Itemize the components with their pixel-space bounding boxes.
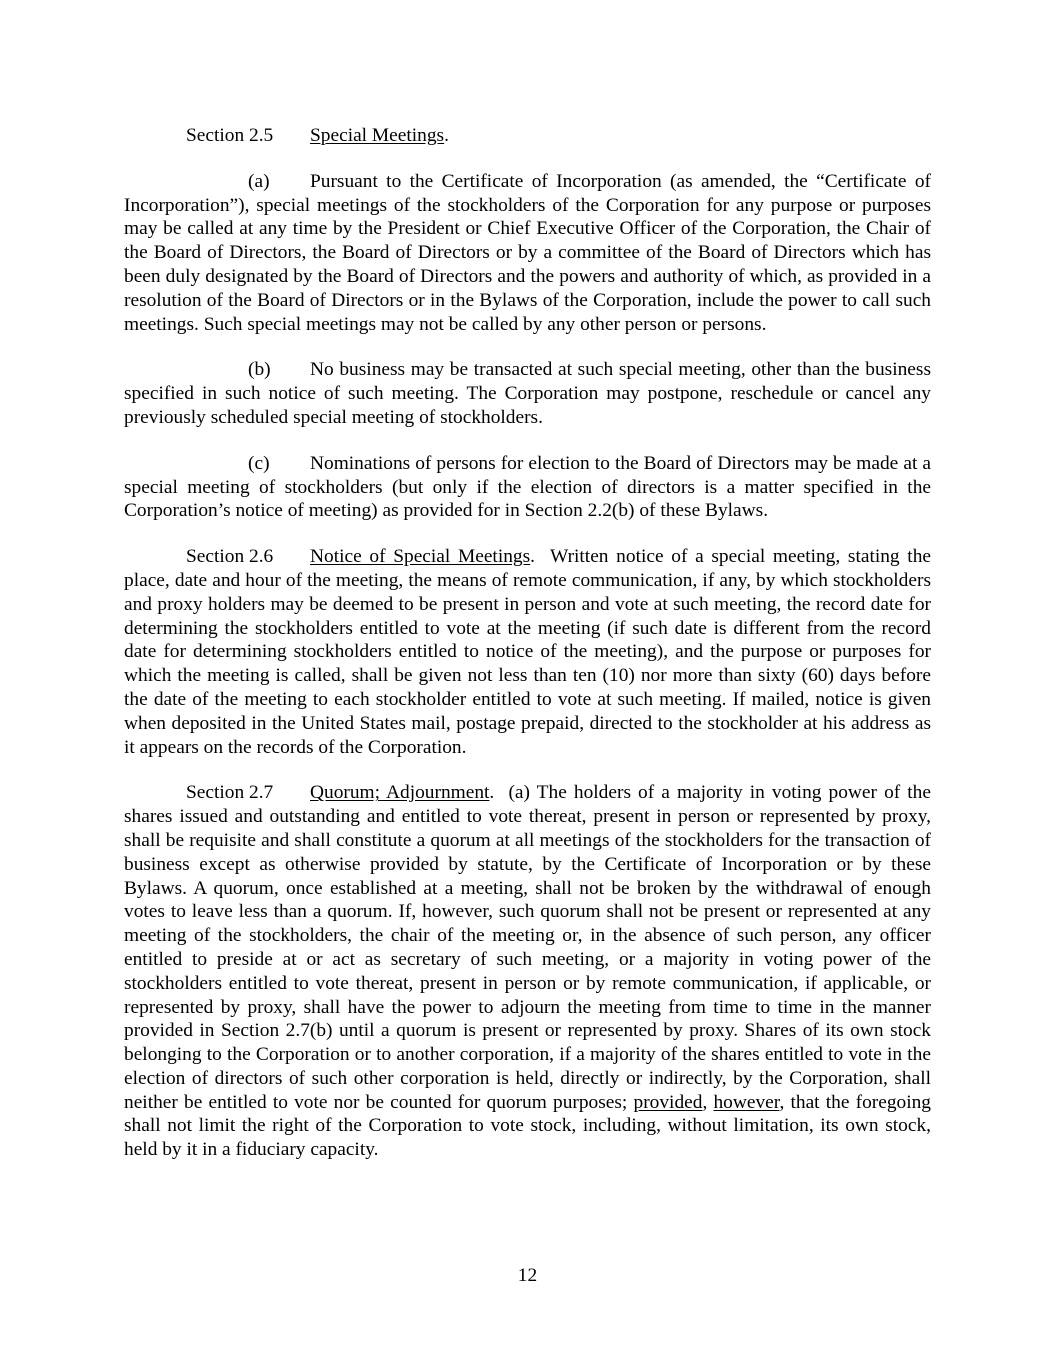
subsection-text: No business may be transacted at such special meeting, other than the business specified in such notice of such meeting. The Corporation may postpone, reschedule or cancel any previously scheduled special meeting of stockholders.	[124, 359, 931, 428]
subsection-text: Pursuant to the Certificate of Incorporation (as amended, the “Certificate of Incorporation”), special meetings of the stockholders of the Corporation for any purpose or purposes may be called at any time by the President or Chief Executive Officer of the Corporation, the Chair of the Board of Directors, the Board of Directors or by a committee of the Board of Directors which has been duly designated by the Board of Directors and the powers and authority of which, as provided in a resolution of the Board of Directors or in the Bylaws of the Corporation, include the power to call such meetings. Such special meetings may not be called by any other person or persons.	[124, 170, 931, 335]
subsection-label: (c)	[248, 452, 270, 474]
however-term: however	[713, 1091, 780, 1113]
section-text	[535, 546, 550, 567]
subsection-text: Nominations of persons for election to the Board of Directors may be made at a special meeting of stockholders (but only if the election of directors is a matter specified in the Corporation’s notice of meeting) as provided for in Section 2.2(b) of these Bylaws.	[124, 452, 931, 522]
page-number: 12	[517, 1265, 538, 1286]
section-number: Section 2.6	[186, 546, 274, 568]
provided-term: provided	[633, 1091, 703, 1113]
subsection-2-5-b	[124, 358, 931, 429]
section-number: Section 2.5	[186, 125, 274, 146]
document-page	[124, 124, 931, 1184]
section-body: Written notice of a special meeting, stating the place, date and hour of the meeting, the means of remote communication, if any, by which stockholders and proxy holders may be deemed to be present in person and vote at such meeting, the record date for determining the stockholders entitled to vote at the meeting (if such date is different from the record date for determining stockholders entitled to notice of the meeting), and the purpose or purposes for which the meeting is called, shall be given not less than ten (10) nor more than sixty (60) days before the date of the meeting to each stockholder entitled to vote at such meeting. If mailed, notice is given when deposited in the United States mail, postage prepaid, directed to the stockholder at his address as it appears on the records of the Corporation.	[124, 546, 931, 758]
section-number: Section 2.7	[186, 782, 274, 804]
section-2-5-heading: Section 2.5 Special Meetings.	[186, 125, 449, 146]
subsection-2-5-a	[124, 170, 931, 337]
section-title: Notice of Special Meetings	[310, 546, 531, 568]
section-body-end: , that the foregoing shall not limit the right of the Corporation to vote stock, including, without limitation, its own stock, held by it in a fiduciary capacity.	[124, 1091, 932, 1161]
subsection-label: (b)	[248, 359, 271, 381]
section-2-7: Section 2.7 Quorum; Adjournment. (a) The holders of a majority in voting power of the shares issued and outstanding and entitled to vote thereat, present in person or represented by proxy, shall be requisite and shall constitute a quorum at all meetings of the stockholders for the transaction of business except as otherwise provided by statute, by the Certificate of Incorporation or by these Bylaws. A quorum, once established at a meeting, shall not be broken by the withdrawal of enough votes to leave less than a quorum. If, however, such quorum shall not be present or represented at any meeting of the stockholders, the chair of the meeting or, in the absence of such person, any officer entitled to preside at or act as secretary of such meeting, or a majority in voting power of the stockholders entitled to vote thereat, present in person or by remote communication, if applicable, or represented by proxy, shall have the power to adjourn the meeting from time to time in the manner provided in Section 2.7(b) until a quorum is present or represented by proxy. Shares of its own stock belonging to the Corporation or to another corporation, if a majority of the shares entitled to vote in the election of directors of such other corporation is held, directly or indirectly, by the Corporation, shall neither be entitled to vote nor be counted for quorum purposes; provided, however, that the foregoing shall not limit the right of the Corporation to vote stock, including, without limitation, its own stock, held by it in a fiduciary capacity.	[124, 782, 932, 1161]
subsection-2-5-c	[124, 452, 931, 523]
section-title: Quorum; Adjournment	[310, 782, 490, 804]
section-body: (a) The holders of a majority in voting power of the shares issued and outstanding and entitled to vote thereat, present in person or represented by proxy, shall be requisite and shall constitute a quorum at all meetings of the stockholders for the transaction of business except as otherwise provided by statute, by the Certificate of Incorporation or by these Bylaws. A quorum, once established at a meeting, shall not be broken by the withdrawal of enough votes to leave less than a quorum. If, however, such quorum shall not be present or represented at any meeting of the stockholders, the chair of the meeting or, in the absence of such person, any officer entitled to preside at or act as secretary of such meeting, or a majority in voting power of the stockholders entitled to vote thereat, present in person or by remote communication, if applicable, or represented by proxy, shall have the power to adjourn the meeting from time to time in the manner provided in Section 2.7(b) until a quorum is present or represented by proxy. Shares of its own stock belonging to the Corporation or to another corporation, if a majority of the shares entitled to vote in the election of directors of such other corporation is held, directly or indirectly, by the Corporation, shall neither be entitled to vote nor be counted for quorum purposes;	[124, 782, 931, 1113]
subsection-label: (a)	[248, 170, 270, 192]
section-title: Special Meetings	[310, 125, 445, 146]
section-2-6: Section 2.6 Notice of Special Meetings. Written notice of a special meeting, stating the place, date and hour of the meeting, the means of remote communication, if any, by which stockholders and proxy holders may be deemed to be present in person and vote at such meeting, the record date for determining the stockholders entitled to vote at the meeting (if such date is different from the record date for determining stockholders entitled to notice of the meeting), and the purpose or purposes for which the meeting is called, shall be given not less than ten (10) nor more than sixty (60) days before the date of the meeting to each stockholder entitled to vote at such meeting. If mailed, notice is given when deposited in the United States mail, postage prepaid, directed to the stockholder at his address as it appears on the records of the Corporation.	[124, 546, 931, 758]
